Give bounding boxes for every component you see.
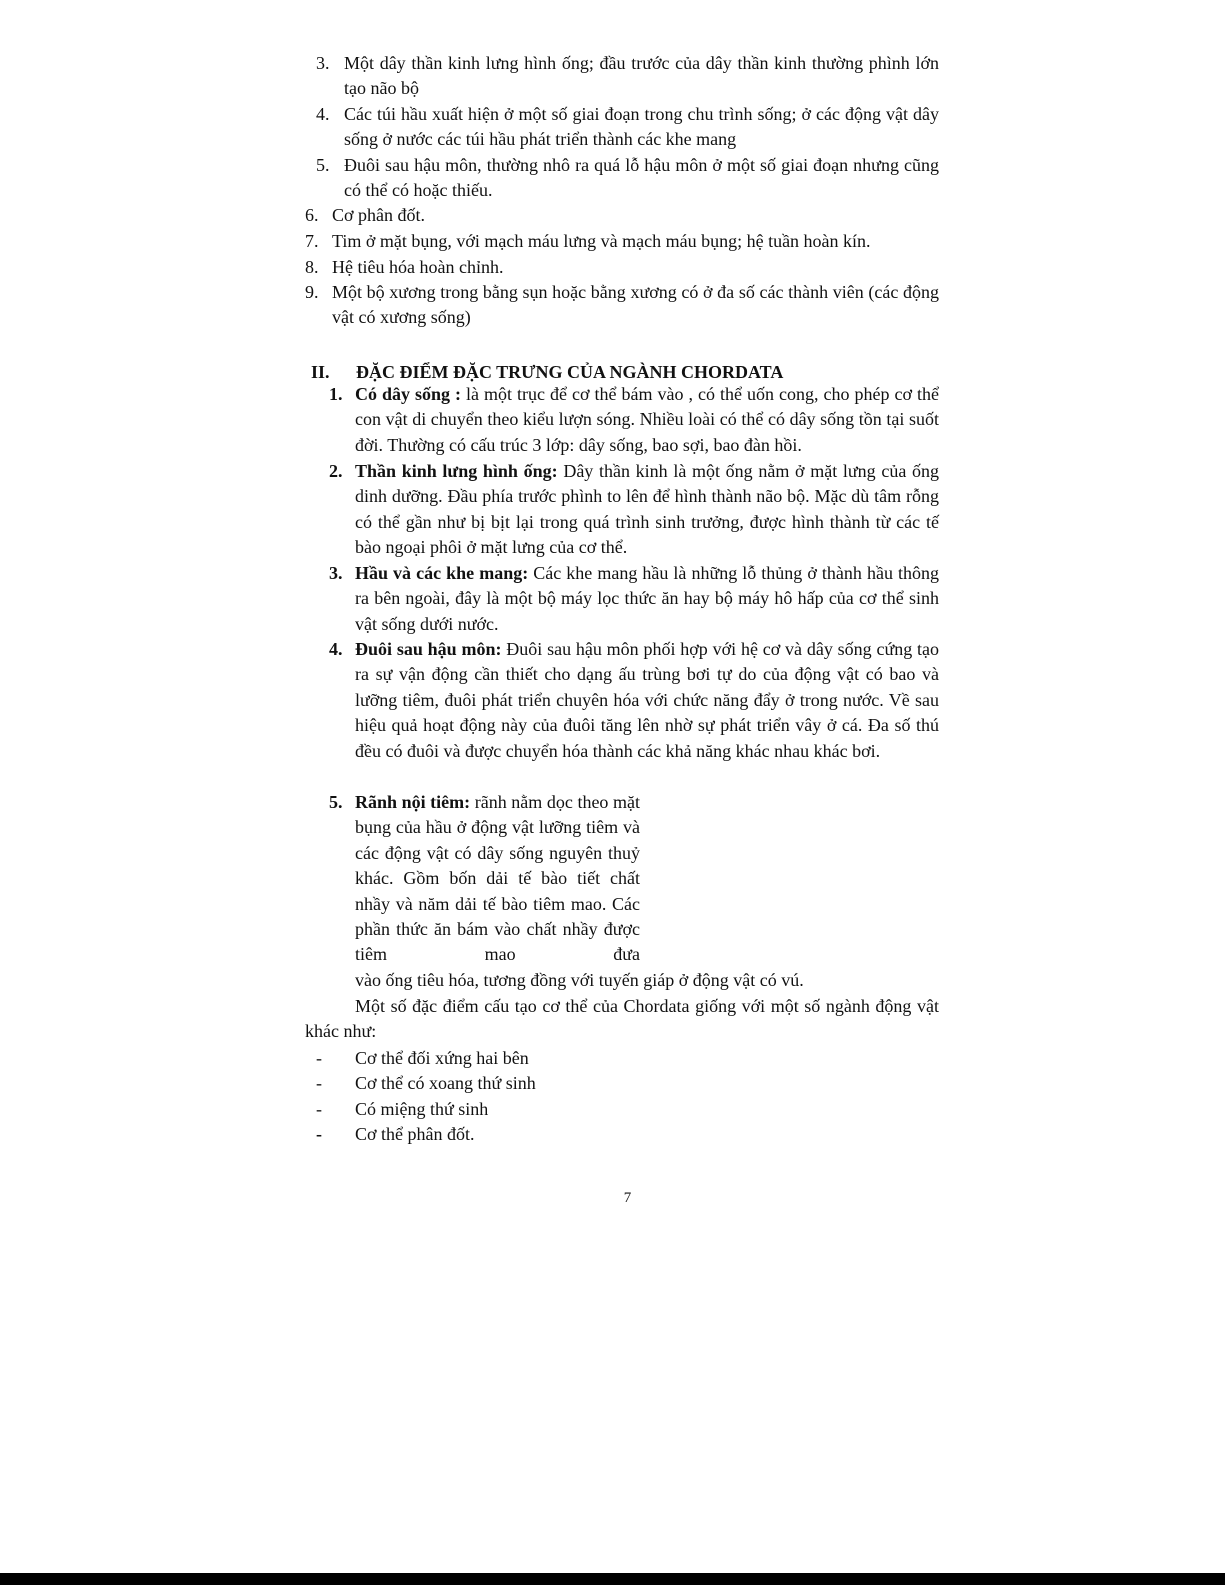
list-item bbox=[305, 280, 939, 331]
section-title: ĐẶC ĐIỂM ĐẶC TRƯNG CỦA NGÀNH CHORDATA bbox=[356, 362, 784, 382]
section-number: II. bbox=[311, 362, 330, 382]
list-item bbox=[316, 102, 939, 153]
feature-item bbox=[329, 790, 640, 968]
list-text: Một bộ xương trong bằng sụn hoặc bằng xương có ở đa số các thành viên (các động vật có xương sống) bbox=[332, 282, 939, 328]
feature-continuation bbox=[355, 968, 939, 993]
feature-term: Đuôi sau hậu môn: bbox=[355, 639, 502, 659]
feature-item bbox=[329, 382, 939, 458]
bottom-border bbox=[0, 1573, 1225, 1585]
list-text: Một dây thần kinh lưng hình ống; đầu trước của dây thần kinh thường phình lớn tạo não bộ bbox=[344, 53, 939, 99]
feature-number: 3. bbox=[329, 563, 343, 583]
list-number: 6. bbox=[305, 205, 319, 225]
feature-text: rãnh nằm dọc theo mặt bụng của hầu ở động vật lưỡng tiêm và các động vật có dây sống nguyên thuỷ khác. Gồm bốn dải tế bào tiết chất nhầy và năm dải tế bào tiêm mao. Các phần thức ăn bám vào chất nhầy được tiêm mao đưa bbox=[355, 792, 640, 965]
list-number: 5. bbox=[316, 155, 330, 175]
dash-text: Cơ thể đối xứng hai bên bbox=[355, 1048, 529, 1068]
dash-mark: - bbox=[316, 1073, 322, 1093]
list-item bbox=[316, 51, 939, 102]
list-item bbox=[316, 153, 939, 204]
list-number: 7. bbox=[305, 231, 319, 251]
paragraph bbox=[305, 994, 939, 1045]
feature-term: Rãnh nội tiêm: bbox=[355, 792, 471, 812]
dash-mark: - bbox=[316, 1048, 322, 1068]
list-number: 3. bbox=[316, 53, 330, 73]
feature-item bbox=[329, 561, 939, 637]
feature-item bbox=[329, 459, 939, 561]
feature-number: 4. bbox=[329, 639, 343, 659]
list-item bbox=[305, 203, 939, 228]
list-text: Hệ tiêu hóa hoàn chỉnh. bbox=[332, 257, 504, 277]
list-item bbox=[305, 229, 939, 254]
list-text: Đuôi sau hậu môn, thường nhô ra quá lỗ hậu môn ở một số giai đoạn nhưng cũng có thể có hoặc thiếu. bbox=[344, 155, 939, 201]
list-text: Các túi hầu xuất hiện ở một số giai đoạn trong chu trình sống; ở các động vật dây sống ở nước các túi hầu phát triển thành các khe mang bbox=[344, 104, 939, 150]
dash-mark: - bbox=[316, 1124, 322, 1144]
list-number: 9. bbox=[305, 282, 319, 302]
dash-text: Có miệng thứ sinh bbox=[355, 1099, 489, 1119]
feature-body bbox=[355, 637, 939, 764]
feature-text: Các khe mang hầu là những lỗ thủng ở thành hầu thông ra bên ngoài, đây là một bộ máy lọc thức ăn hay bộ máy hô hấp của cơ thể sinh vật sống dưới nước. bbox=[355, 563, 940, 634]
list-item bbox=[305, 255, 939, 280]
feature-body bbox=[355, 790, 640, 968]
feature-text: vào ống tiêu hóa, tương đồng với tuyến giáp ở động vật có vú. bbox=[355, 970, 804, 990]
feature-number: 2. bbox=[329, 461, 343, 481]
feature-text: là một trục để cơ thể bám vào , có thể uốn cong, cho phép cơ thể con vật di chuyển theo kiểu lượn sóng. Nhiều loài có thể có dây sống tồn tại suốt đời. Thường có cấu trúc 3 lớp: dây sống, bao sợi, bao đàn hồi. bbox=[355, 384, 939, 455]
feature-item bbox=[329, 637, 939, 764]
feature-text: Dây thần kinh là một ống nằm ở mặt lưng của ống dinh dưỡng. Đầu phía trước phình to lên để hình thành não bộ. Mặc dù tâm rỗng có thể gần như bị bịt lại trong quá trình sinh trưởng, được hình thành từ các tế bào ngoại phôi ở mặt lưng của cơ thể. bbox=[355, 461, 939, 558]
feature-text: Đuôi sau hậu môn phối hợp với hệ cơ và dây sống cứng tạo ra sự vận động cần thiết cho dạng ấu trùng bơi tự do của động vật có bao và lưỡng tiêm, đuôi phát triển chuyên hóa với chức năng đẩy ở trong nước. Về sau hiệu quả hoạt động này của đuôi tăng lên nhờ sự phát triển vây ở cá. Đa số thú đều có đuôi và được chuyển hóa thành các khả năng khác nhau khác bơi. bbox=[355, 639, 939, 761]
feature-body bbox=[355, 561, 939, 637]
list-number: 4. bbox=[316, 104, 330, 124]
feature-number: 1. bbox=[329, 384, 343, 404]
dash-text: Cơ thể phân đốt. bbox=[355, 1124, 475, 1144]
page-number: 7 bbox=[623, 1190, 632, 1206]
list-text: Cơ phân đốt. bbox=[332, 205, 426, 225]
feature-body bbox=[355, 459, 939, 561]
paragraph-text: Một số đặc điểm cấu tạo cơ thể của Chordata giống với một số ngành động vật khác như: bbox=[305, 996, 939, 1042]
feature-body bbox=[355, 382, 939, 458]
dash-mark: - bbox=[316, 1099, 322, 1119]
feature-term: Thần kinh lưng hình ống: bbox=[355, 461, 558, 481]
list-number: 8. bbox=[305, 257, 319, 277]
list-text: Tim ở mặt bụng, với mạch máu lưng và mạch máu bụng; hệ tuần hoàn kín. bbox=[332, 231, 871, 251]
feature-number: 5. bbox=[329, 792, 343, 812]
feature-term: Hầu và các khe mang: bbox=[355, 563, 529, 583]
dash-text: Cơ thể có xoang thứ sinh bbox=[355, 1073, 536, 1093]
feature-term: Có dây sống : bbox=[355, 384, 462, 404]
